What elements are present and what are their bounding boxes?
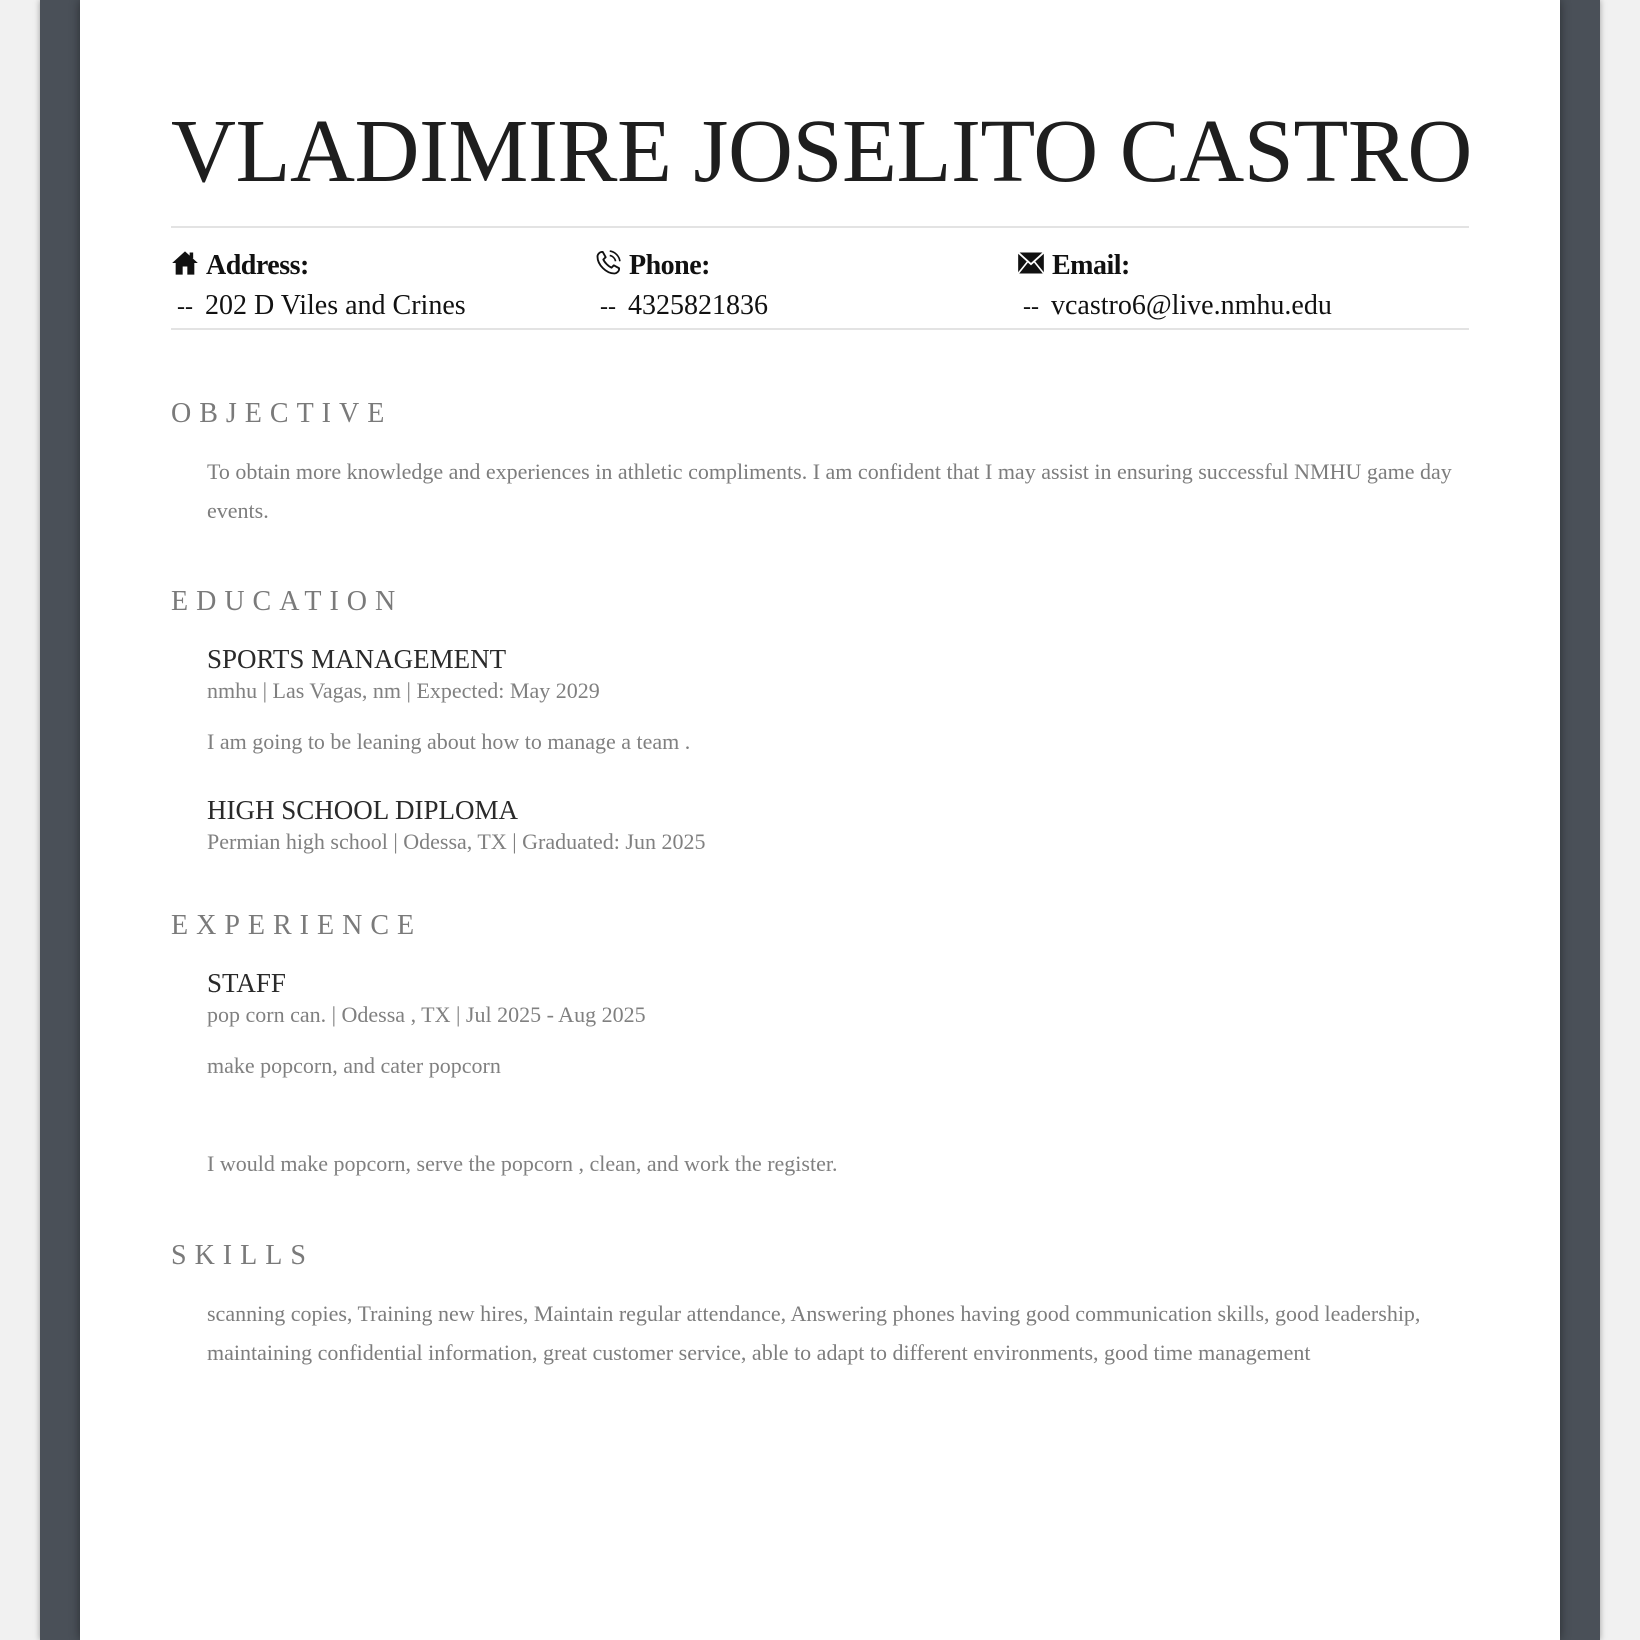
objective-body <box>207 452 1471 530</box>
address-heading <box>171 248 466 284</box>
experience-heading: EXPERIENCE <box>171 910 423 941</box>
phone-heading <box>594 248 768 284</box>
education-degree: SPORTS MANAGEMENT <box>207 644 507 674</box>
experience-entry <box>207 967 1471 1180</box>
address-label: Address: <box>206 250 309 281</box>
resume-page <box>80 0 1560 1640</box>
skills-heading: SKILLS <box>171 1240 314 1271</box>
contact-bar <box>171 226 1469 330</box>
skills-body <box>207 1294 1471 1372</box>
phone-value-row <box>594 290 768 322</box>
envelope-icon <box>1017 249 1045 277</box>
address-dash: -- <box>177 294 193 320</box>
skills-text: scanning copies, Training new hires, Maintain regular attendance, Answering phones having good communication skills, good leadership, maintaining confidential information, great customer service, able to adapt to different environments, good time management <box>207 1301 1421 1365</box>
contact-email <box>1017 248 1332 322</box>
email-value: vcastro6@live.nmhu.edu <box>1050 290 1332 321</box>
experience-details: pop corn can. | Odessa , TX | Jul 2025 - Aug 2025 <box>207 1002 646 1027</box>
phone-dash: -- <box>600 294 616 320</box>
email-dash: -- <box>1023 294 1039 320</box>
education-description: I am going to be leaning about how to manage a team . <box>207 729 691 754</box>
address-value-row <box>171 290 466 322</box>
experience-role: STAFF <box>207 968 286 998</box>
home-icon <box>171 249 199 277</box>
education-degree: HIGH SCHOOL DIPLOMA <box>207 795 519 825</box>
candidate-name: VLADIMIRE JOSELITO CASTRO <box>171 102 1472 201</box>
phone-value: 4325821836 <box>627 290 768 321</box>
email-label: Email: <box>1052 250 1130 281</box>
objective-heading: OBJECTIVE <box>171 398 393 429</box>
education-entry <box>207 794 1471 858</box>
contact-phone <box>594 248 768 322</box>
education-heading: EDUCATION <box>171 586 404 617</box>
resume-content <box>171 0 1472 1365</box>
phone-icon <box>594 249 622 277</box>
email-value-row <box>1017 290 1332 322</box>
email-heading <box>1017 248 1332 284</box>
education-entry <box>207 643 1471 758</box>
education-details: nmhu | Las Vagas, nm | Expected: May 2029 <box>207 678 600 703</box>
address-value: 202 D Viles and Crines <box>204 290 466 321</box>
objective-text: To obtain more knowledge and experiences in athletic compliments. I am confident that I may assist in ensuring successful NMHU game day events. <box>207 459 1452 523</box>
experience-description: I would make popcorn, serve the popcorn , clean, and work the register. <box>207 1151 838 1176</box>
experience-summary: make popcorn, and cater popcorn <box>207 1053 501 1078</box>
education-details: Permian high school | Odessa, TX | Graduated: Jun 2025 <box>207 829 706 854</box>
contact-address <box>171 248 466 322</box>
phone-label: Phone: <box>629 250 710 281</box>
